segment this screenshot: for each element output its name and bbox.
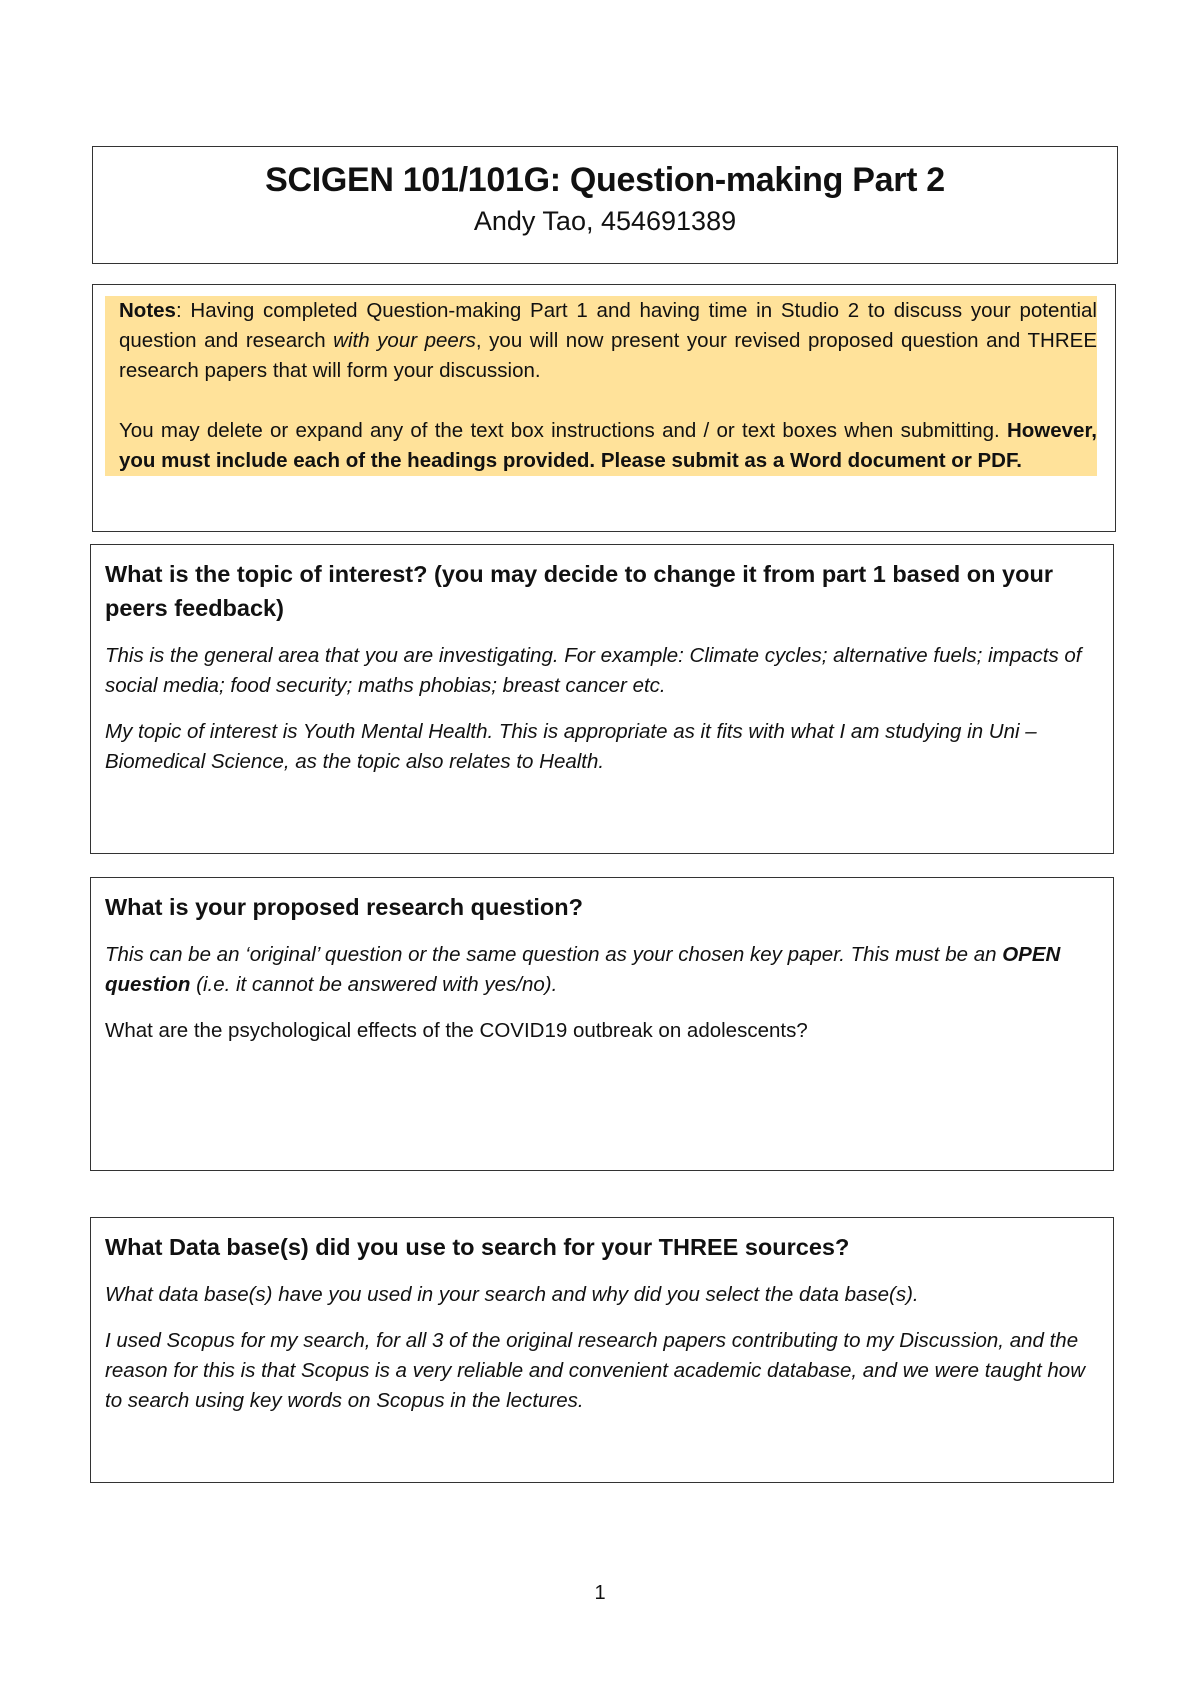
author-line: Andy Tao, 454691389 bbox=[473, 206, 737, 236]
page-number: 1 bbox=[594, 1582, 606, 1604]
topic-instruction: This is the general area that you are investigating. For example: Climate cycles; alternative fuels; impacts of social media; food security; maths phobias; breast cancer etc. bbox=[105, 644, 1082, 697]
database-section bbox=[90, 1217, 1114, 1483]
title-box bbox=[92, 146, 1118, 264]
notes-paragraph-1 bbox=[105, 296, 1097, 386]
question-instruction-bold: OPEN question bbox=[105, 943, 1061, 996]
question-instruction bbox=[105, 940, 1099, 1000]
notes-text-2: You may delete or expand any of the text box instructions and / or text boxes when submitting. bbox=[119, 419, 1007, 442]
topic-heading: What is the topic of interest? (you may decide to change it from part 1 based on your peers feedback) bbox=[105, 561, 1053, 621]
notes-label: Notes bbox=[119, 299, 176, 322]
topic-section bbox=[90, 544, 1114, 854]
notes-text-2-bold: However, you must include each of the headings provided. Please submit as a Word document or PDF. bbox=[119, 419, 1097, 472]
question-answer[interactable]: What are the psychological effects of the COVID19 outbreak on adolescents? bbox=[105, 1019, 808, 1042]
database-heading: What Data base(s) did you use to search for your THREE sources? bbox=[105, 1234, 850, 1260]
notes-box bbox=[92, 284, 1116, 532]
question-section bbox=[90, 877, 1114, 1171]
notes-paragraph-2 bbox=[105, 416, 1097, 476]
notes-text-1b: , you will now present your revised proposed question and THREE research papers that will form your discussion. bbox=[119, 329, 1097, 382]
question-heading: What is your proposed research question? bbox=[105, 894, 583, 920]
notes-text-1a: : Having completed Question-making Part 1 and having time in Studio 2 to discuss your potential question and research bbox=[119, 299, 1097, 352]
page-title: SCIGEN 101/101G: Question-making Part 2 bbox=[265, 161, 945, 199]
topic-answer[interactable]: My topic of interest is Youth Mental Health. This is appropriate as it fits with what I am studying in Uni – Biomedical Science, as the topic also relates to Health. bbox=[105, 720, 1037, 773]
question-instruction-a: This can be an ‘original’ question or the same question as your chosen key paper. This must be an bbox=[105, 943, 1003, 966]
notes-text-italic: with your peers bbox=[333, 329, 476, 352]
notes-spacer bbox=[105, 386, 1097, 416]
database-answer[interactable]: I used Scopus for my search, for all 3 of the original research papers contributing to my Discussion, and the reason for this is that Scopus is a very reliable and convenient academic database, and we were taught how to search using key words on Scopus in the lectures. bbox=[105, 1329, 1086, 1412]
database-instruction: What data base(s) have you used in your search and why did you select the data base(s). bbox=[105, 1283, 919, 1306]
question-instruction-b: (i.e. it cannot be answered with yes/no). bbox=[190, 973, 558, 996]
